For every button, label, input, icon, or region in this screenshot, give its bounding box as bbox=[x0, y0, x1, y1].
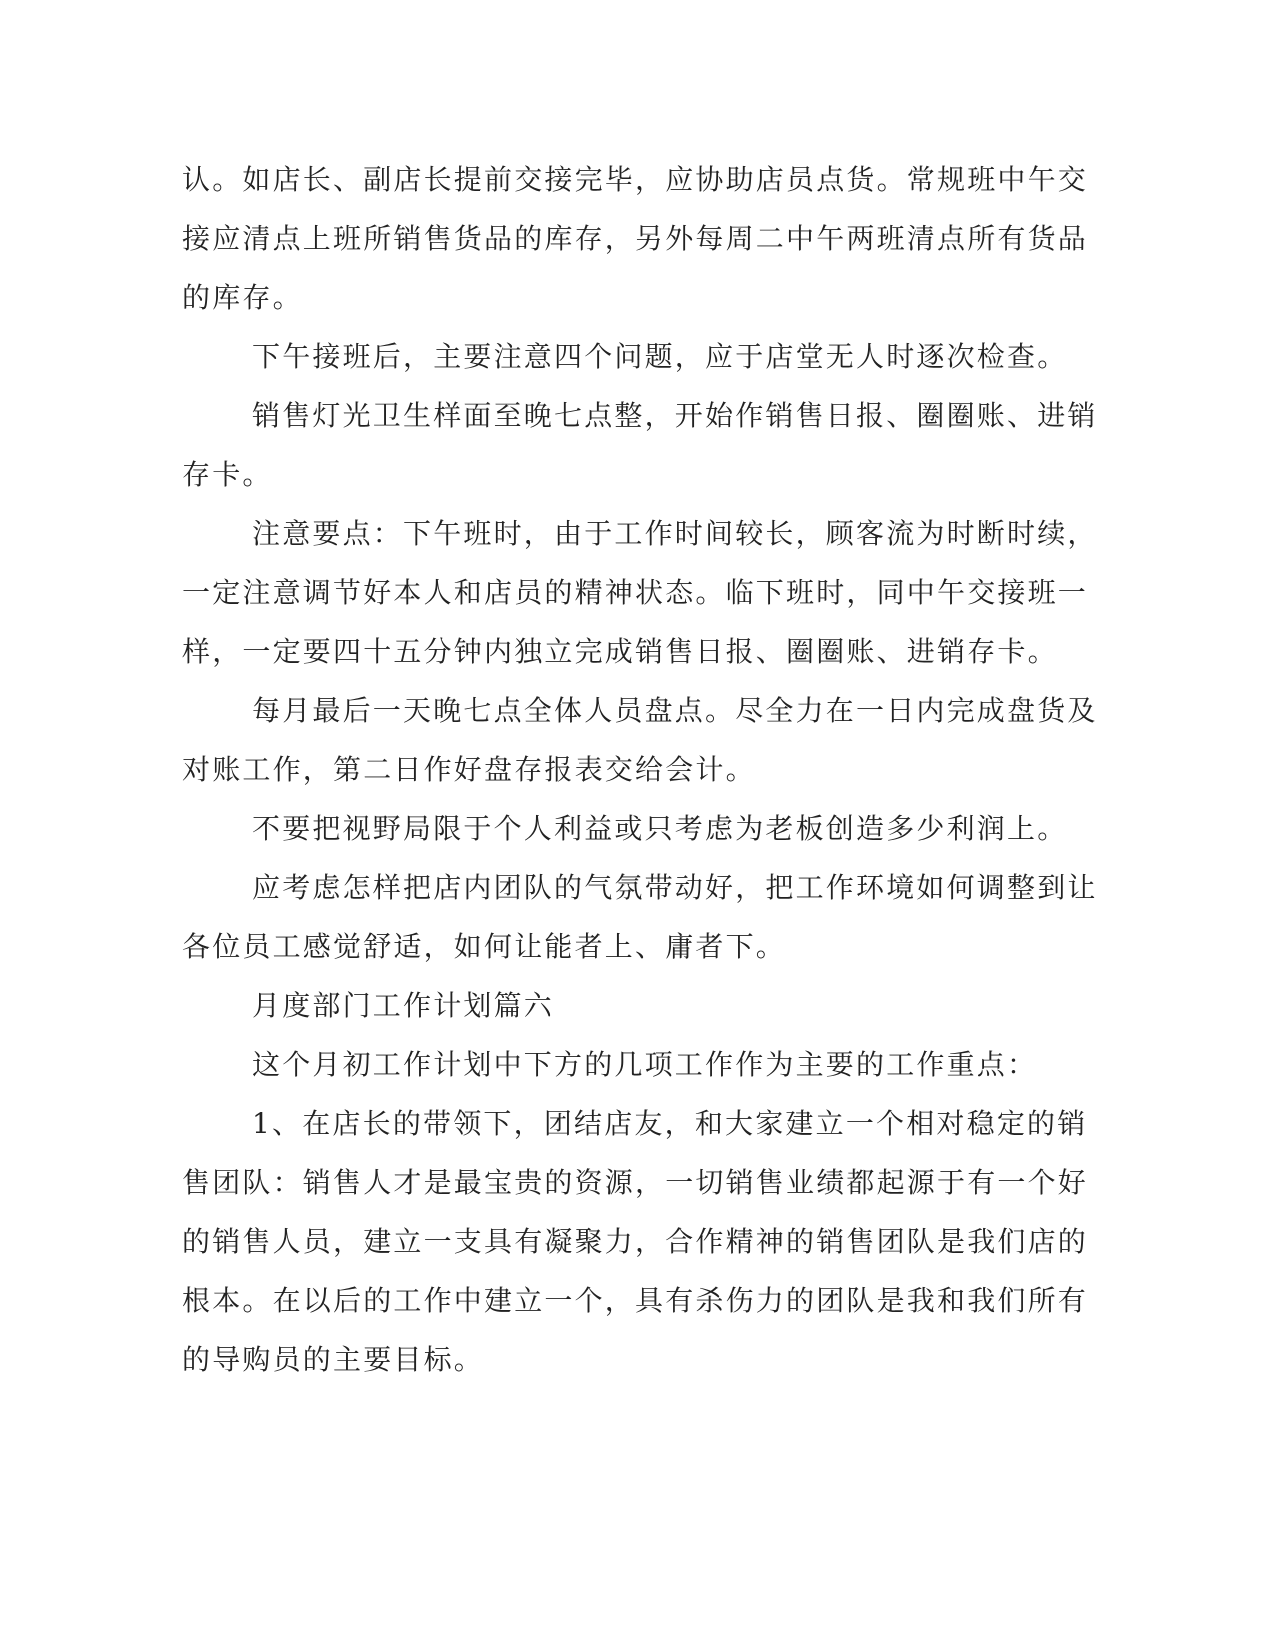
document-body bbox=[182, 150, 1098, 1389]
text-line: 一定注意调节好本人和店员的精神状态。临下班时，同中午交接班一 bbox=[182, 576, 1089, 609]
text-line: 每月最后一天晚七点全体人员盘点。尽全力在一日内完成盘货及 bbox=[252, 694, 1098, 727]
text-line: 下午接班后，主要注意四个问题，应于店堂无人时逐次检查。 bbox=[252, 340, 1068, 373]
text-line: 1、在店长的带领下，团结店友，和大家建立一个相对稳定的销 bbox=[252, 1107, 1088, 1140]
text-line: 这个月初工作计划中下方的几项工作作为主要的工作重点： bbox=[252, 1048, 1038, 1081]
section-heading: 月度部门工作计划篇六 bbox=[252, 989, 555, 1022]
text-line: 不要把视野局限于个人利益或只考虑为老板创造多少利润上。 bbox=[252, 812, 1068, 845]
text-line: 售团队：销售人才是最宝贵的资源，一切销售业绩都起源于有一个好 bbox=[182, 1166, 1089, 1199]
text-line: 接应清点上班所销售货品的库存，另外每周二中午两班清点所有货品 bbox=[182, 222, 1089, 255]
text-line: 认。如店长、副店长提前交接完毕，应协助店员点货。常规班中午交 bbox=[182, 163, 1089, 196]
text-line: 对账工作，第二日作好盘存报表交给会计。 bbox=[182, 753, 756, 786]
text-line: 注意要点：下午班时，由于工作时间较长，顾客流为时断时续， bbox=[252, 517, 1098, 550]
text-line: 的销售人员，建立一支具有凝聚力，合作精神的销售团队是我们店的 bbox=[182, 1225, 1089, 1258]
text-line: 样，一定要四十五分钟内独立完成销售日报、圈圈账、进销存卡。 bbox=[182, 635, 1058, 668]
text-line: 存卡。 bbox=[182, 458, 273, 491]
text-line: 根本。在以后的工作中建立一个，具有杀伤力的团队是我和我们所有 bbox=[182, 1284, 1089, 1317]
text-line: 应考虑怎样把店内团队的气氛带动好，把工作环境如何调整到让 bbox=[252, 871, 1098, 904]
text-line: 各位员工感觉舒适，如何让能者上、庸者下。 bbox=[182, 930, 787, 963]
text-line: 销售灯光卫生样面至晚七点整，开始作销售日报、圈圈账、进销 bbox=[252, 399, 1098, 432]
text-line: 的导购员的主要目标。 bbox=[182, 1343, 485, 1376]
text-line: 的库存。 bbox=[182, 281, 303, 314]
